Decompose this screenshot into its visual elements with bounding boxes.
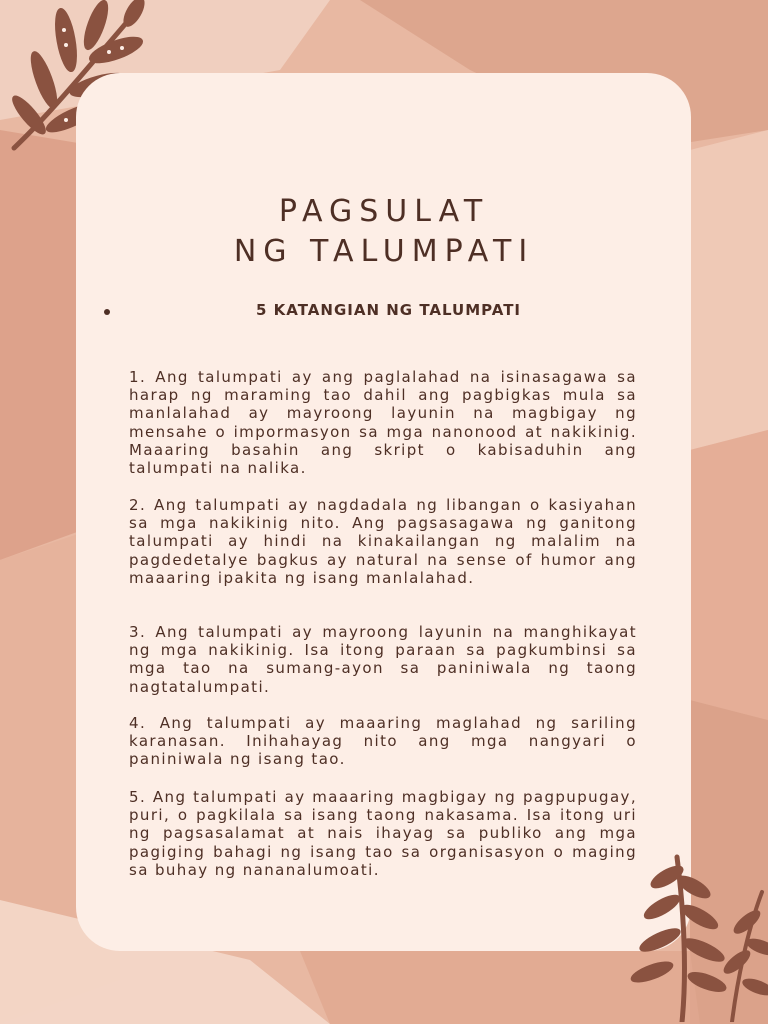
leaf-branch-icon: [622, 852, 768, 1022]
bullet-icon: [104, 309, 110, 315]
title-line-1: PAGSULAT: [278, 194, 490, 229]
paragraph-3: 3. Ang talumpati ay mayroong layunin na manghikayat ng mga nakikinig. Isa itong paraan sa pagkumbinsi sa mga tao na sumang-ayon sa paniniwala ng taong nagtatalumpati.: [129, 623, 637, 696]
subtitle-row: [104, 301, 554, 323]
title-line-2: NG TALUMPATI: [233, 234, 535, 269]
paragraph-1: 1. Ang talumpati ay ang paglalahad na isinasagawa sa harap ng maraming tao dahil ang pagbigkas mula sa manlalahad ay mayroong layunin na magbigay ng mensahe o impormasyon sa mga nanonood at nakikinig. Maaaring basahin ang skript o kabisaduhin ang talumpati na nalika.: [129, 368, 637, 478]
page-title: [0, 192, 768, 272]
paragraph-4: 4. Ang talumpati ay maaaring maglahad ng sariling karanasan. Inihahayag nito ang mga nangyari o paniniwala ng isang tao.: [129, 714, 637, 769]
subtitle: 5 KATANGIAN NG TALUMPATI: [256, 301, 522, 319]
paragraph-5: 5. Ang talumpati ay maaaring magbigay ng pagpupugay, puri, o pagkilala sa isang taong nakasama. Isa itong uri ng pagsasalamat at nais ihayag sa publiko ang mga pagiging bahagi ng isang tao sa organisasyon o maging sa buhay ng nananalumoati.: [129, 788, 637, 879]
paragraph-2: 2. Ang talumpati ay nagdadala ng libangan o kasiyahan sa mga nakikinig nito. Ang pagsasagawa ng ganitong talumpati ay hindi na kinakailangan ng malalim na pagdedetalye bagkus ay natural na sense of humor ang maaaring ipakita ng isang manlalahad.: [129, 496, 637, 587]
